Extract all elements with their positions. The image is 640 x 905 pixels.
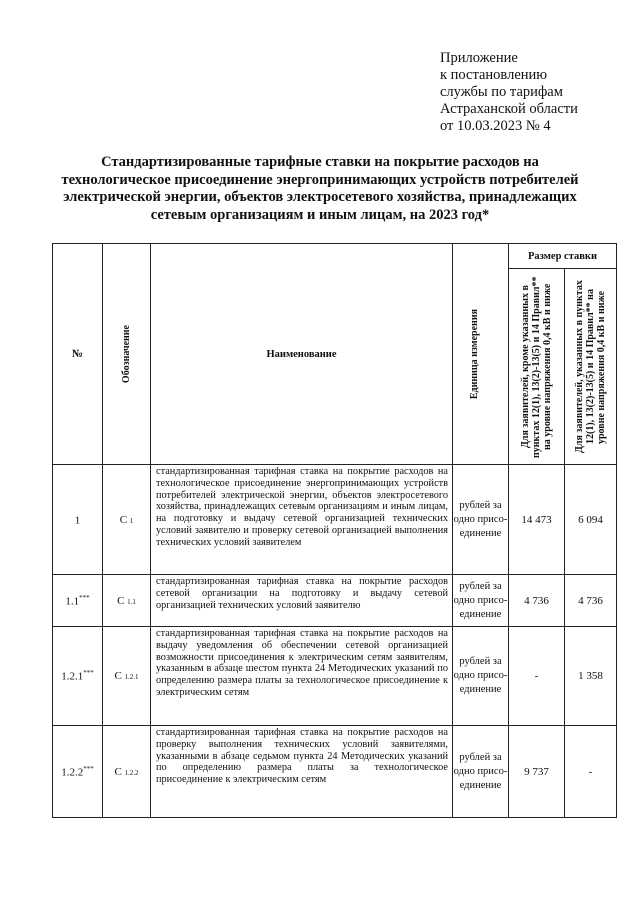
row-number: 1.2.2*** xyxy=(53,726,103,818)
document-title xyxy=(40,154,600,224)
rates-table xyxy=(52,243,617,818)
row-value-general: 4 736 xyxy=(509,575,565,627)
row-number: 1 xyxy=(53,465,103,575)
row-value-general: 14 473 xyxy=(509,465,565,575)
row-value-special: 1 358 xyxy=(565,627,617,726)
row-description: стандартизированная тарифная ставка на покрытие расходов на проверку выполнения технических условий заявителями, указанными в абзаце седьмом пункта 24 Методических указаний по определению размера платы за технологическое присоединение к электрическим сетям xyxy=(151,726,453,818)
header-rate-col2: Для заявителей, указанных в пунктах 12(1), 13(2)-13(5) и 14 Правил** на уровне напряжения 0,4 кВ и ниже xyxy=(574,280,607,453)
appendix-block xyxy=(440,50,630,135)
row-value-special: 6 094 xyxy=(565,465,617,575)
row-description: стандартизированная тарифная ставка на покрытие расходов сетевой организации на подготовку и выдачу сетевой организацией технических условий заявителю xyxy=(151,575,453,627)
table-row xyxy=(53,465,617,575)
header-unit: Единица измерения xyxy=(468,308,480,400)
row-unit: рублей за одно присо-единение xyxy=(453,465,509,575)
header-row xyxy=(53,244,617,269)
appendix-line: к постановлению xyxy=(440,67,548,83)
appendix-line: от 10.03.2023 № 4 xyxy=(440,118,551,134)
table-row xyxy=(53,726,617,818)
appendix-line: службы по тарифам xyxy=(440,84,563,100)
row-code: С 1.2.2 xyxy=(103,726,151,818)
title-line: Стандартизированные тарифные ставки на покрытие расходов на xyxy=(101,154,539,170)
row-value-special: 4 736 xyxy=(565,575,617,627)
title-line: электрической энергии, объектов электросетевого хозяйства, принадлежащих xyxy=(63,189,577,205)
header-rate-col1: Для заявителей, кроме указанных в пунктах 12(1), 13(2)-13(5) и 14 Правил** на уровне напряжения 0,4 кВ и ниже xyxy=(520,275,553,458)
row-unit: рублей за одно присо-единение xyxy=(453,726,509,818)
header-name: Наименование xyxy=(151,244,453,465)
header-designation-cell xyxy=(103,244,151,465)
header-unit-cell xyxy=(453,244,509,465)
row-code: С 1.2.1 xyxy=(103,627,151,726)
row-code: С 1.1 xyxy=(103,575,151,627)
header-rate-size: Размер ставки xyxy=(509,244,617,269)
header-designation: Обозначение xyxy=(121,324,132,384)
appendix-line: Приложение xyxy=(440,50,518,66)
row-unit: рублей за одно присо-единение xyxy=(453,627,509,726)
title-line: технологическое присоединение энергопринимающих устройств потребителей xyxy=(61,171,579,188)
row-unit: рублей за одно присо-единение xyxy=(453,575,509,627)
header-rate-col1-cell xyxy=(509,269,565,465)
row-number: 1.1*** xyxy=(53,575,103,627)
header-number: № xyxy=(53,244,103,465)
row-code: С 1 xyxy=(103,465,151,575)
table-row xyxy=(53,627,617,726)
row-value-special: - xyxy=(565,726,617,818)
row-value-general: 9 737 xyxy=(509,726,565,818)
table-row xyxy=(53,575,617,627)
appendix-line: Астраханской области xyxy=(440,101,578,117)
row-number: 1.2.1*** xyxy=(53,627,103,726)
row-description: стандартизированная тарифная ставка на покрытие расходов на выдачу уведомления об обеспечении сетевой организацией возможности присоединения к электрическим сетям заявителям, указанным в абзаце шестом пункта 24 Методических указаний по определению размера платы за технологическое присоединение к электрическим сетям xyxy=(151,627,453,726)
header-rate-col2-cell xyxy=(565,269,617,465)
title-line: сетевым организациям и иным лицам, на 2023 год* xyxy=(150,206,490,223)
row-description: стандартизированная тарифная ставка на покрытие расходов на технологическое присоединение энергопринимающих устройств потребителей электрической энергии, объектов электросетевого хозяйства, принадлежащих сетевым организациям и иным лицам, на подготовку и выдачу сетевой организацией технических условий заявителю и проверку сетевой организацией выполнения технических условий заявителем xyxy=(151,465,453,575)
row-value-general: - xyxy=(509,627,565,726)
